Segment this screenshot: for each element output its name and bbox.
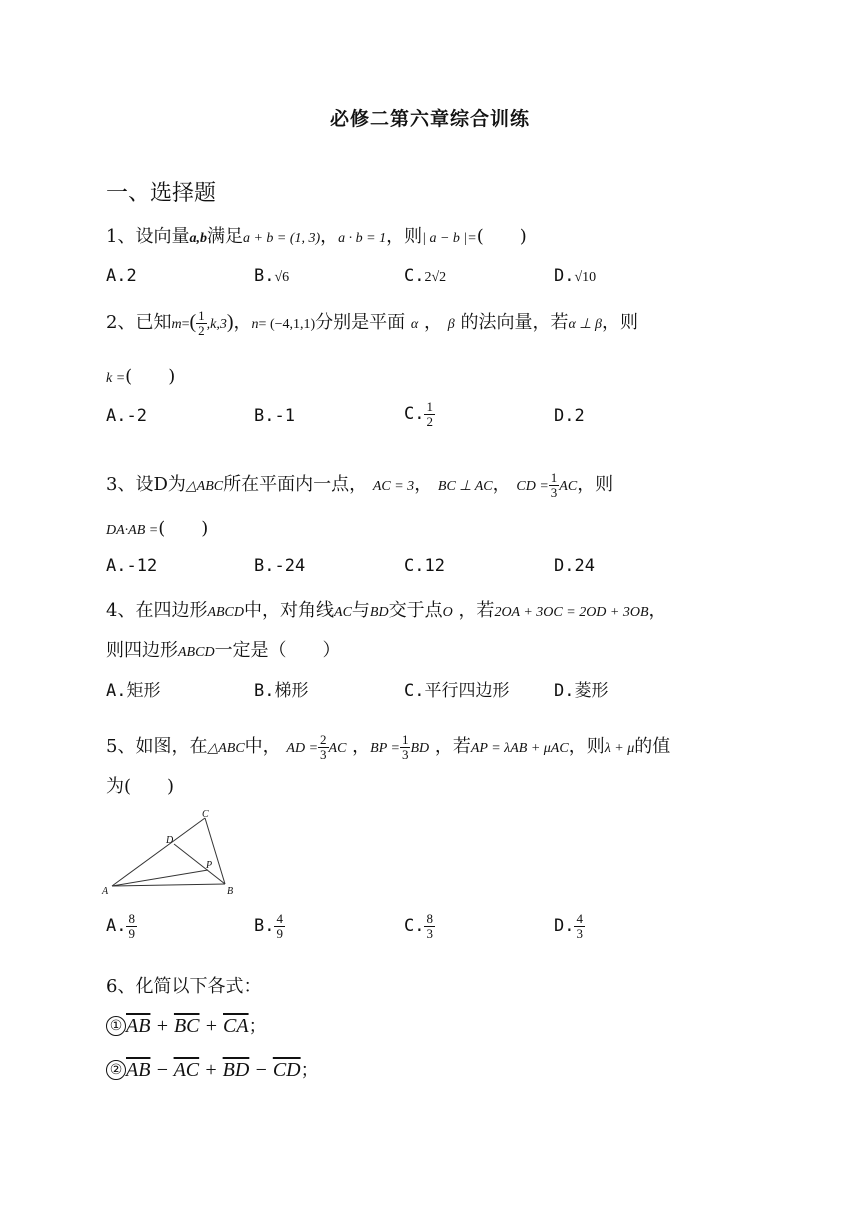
q2-prefix: 2、已知 (106, 312, 172, 333)
q2-m-fraction: $\frac{1}{2}$ (198, 307, 205, 338)
question-3: 3、设D为△ABC所在平面内一点， AC = 3， BC ⊥ AC， CD = $\frac{1}{3}$ AC，则 (106, 469, 614, 500)
q4-option-a: A.矩形 (106, 681, 161, 701)
question-5: 5、如图，在△ABC中， AD = $\frac{2}{3}$ AC ，BP = $\frac{1}{3}$ BD ，若AP = λAB + μAC，则λ + μ的值 (106, 731, 671, 762)
q1-prefix: 1、设向量 (106, 226, 190, 247)
q4-vector-equation: 2OA + 3OC = 2OD + 3OB (494, 605, 649, 620)
label-p: P (206, 860, 213, 871)
q2-n-vector: n (251, 317, 259, 332)
q2-option-c: C. $\frac{1}{2}$ (404, 399, 433, 429)
q2-perp: α ⊥ β (568, 317, 602, 332)
question-6: 6、化简以下各式： (106, 976, 262, 997)
question-4: 4、在四边形ABCD中，对角线AC与BD交于点O ，若2OA + 3OC = 2OD + 3OB， (106, 600, 667, 621)
q6-expression-1: ① $\overline{AB} + \overline{BC} + \overline{CA}$； (106, 1012, 267, 1038)
q4-option-c: C.平行四边形 (404, 681, 510, 701)
q4-option-b: B.梯形 (254, 681, 309, 701)
q1-option-b: B.√6 (254, 266, 290, 286)
q2-m-vector: m (171, 317, 182, 332)
q4-option-d: D.菱形 (554, 681, 609, 701)
question-1 (106, 222, 527, 248)
question-2: 2、已知m=( $\frac{1}{2}$ ,k,3)，n= (−4,1,1)分别是平面 α ， β 的法向量，若α ⊥ β，则 (106, 307, 638, 338)
q1-option-d: D.√10 (554, 266, 597, 286)
q6-expression-2: ② $\overline{AB} - \overline{AC} + \overline{BD} - \overline{CD}$； (106, 1056, 319, 1082)
question-4-line2: 则四边形ABCD一定是（ ） (106, 640, 341, 661)
question-3-line2: DA·AB =( ) (106, 518, 209, 539)
question-2-line2: k =( ) (106, 366, 176, 387)
q1-mid: 满足 (206, 226, 243, 247)
page-title: 必修二第六章综合训练 (329, 108, 530, 130)
q2-option-b: B.-1 (254, 406, 295, 426)
q3-option-b: B.-24 (254, 556, 306, 576)
q2-option-a: A.-2 (106, 406, 147, 426)
label-c: C (202, 809, 209, 820)
q3-option-a: A.-12 (106, 556, 158, 576)
q1-vars: a,b (189, 231, 207, 246)
q3-dot-product: DA·AB = (106, 523, 159, 538)
q5-option-b: B. $\frac{4}{9}$ (254, 911, 283, 941)
q1-option-a: A.2 (106, 266, 137, 286)
q1-expr: | a − b |= (422, 231, 477, 246)
q3-option-d: D.24 (554, 556, 595, 576)
q5-option-d: D. $\frac{4}{3}$ (554, 911, 583, 941)
section-heading: 一、选择题 (106, 181, 217, 206)
label-b: B (227, 886, 234, 896)
q3-option-c: C.12 (404, 556, 445, 576)
question-5-line2: 为( ) (106, 776, 175, 797)
label-a: A (102, 886, 109, 896)
q1-blank: ( ) (476, 226, 527, 247)
q1-eq2: a · b = 1 (338, 231, 387, 246)
q5-option-a: A. $\frac{8}{9}$ (106, 911, 135, 941)
q1-eq1: a + b = (1, 3) (242, 231, 321, 246)
q5-option-c: C. $\frac{8}{3}$ (404, 911, 433, 941)
q1-comma: ， (320, 226, 339, 247)
q1-then: ，则 (386, 226, 423, 247)
q1-option-c: C.2√2 (404, 266, 447, 286)
q2-option-d: D.2 (554, 406, 585, 426)
triangle-figure (100, 806, 240, 896)
label-d: D (166, 835, 174, 846)
